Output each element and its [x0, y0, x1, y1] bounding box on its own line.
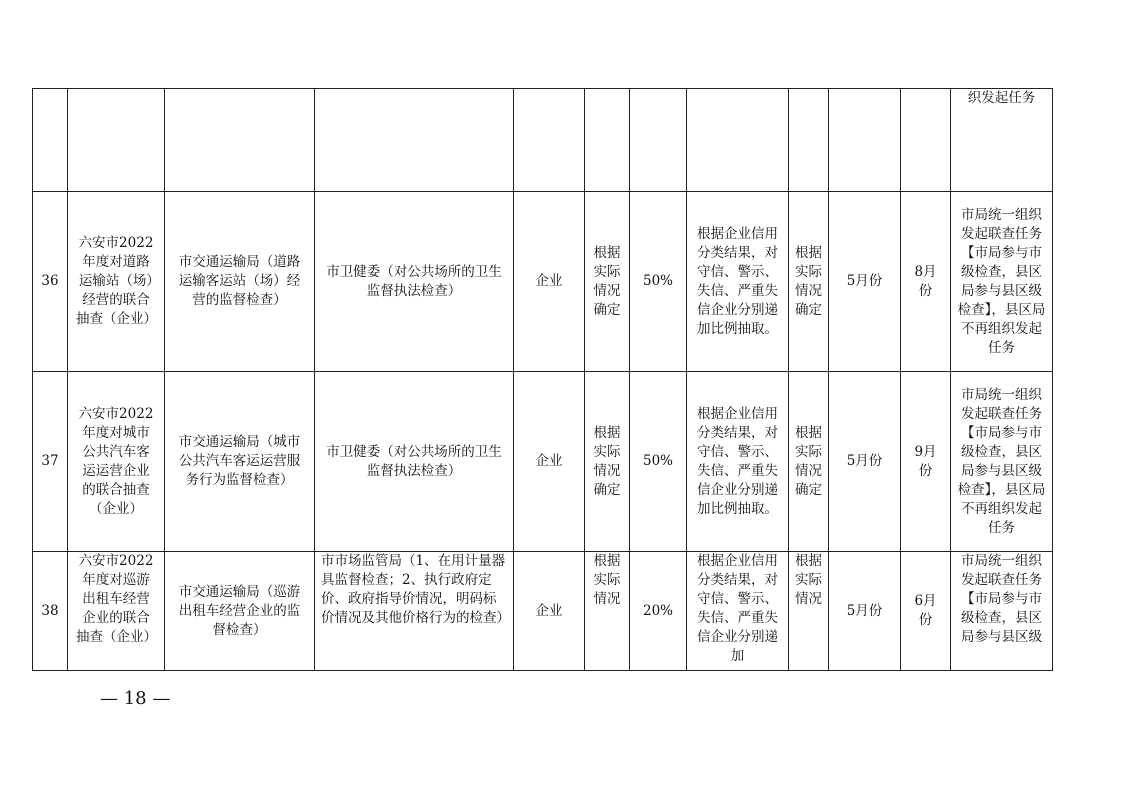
cell-remark: 织发起任务 — [951, 89, 1053, 192]
cell-remark: 市局统一组织发起联查任务【市局参与市级检查，县区局参与县区级检查】，县区局不再组织发起任务 — [951, 192, 1053, 372]
cell-partner-department: 市市场监管局（1、在用计量器具监督检查；2、执行政府定价、政府指导价情况，明码标价情况及其他价格行为的检查） — [315, 552, 514, 671]
cell-sampling-method: 根据企业信用分类结果，对守信、警示、失信、严重失信企业分别递加比例抽取。 — [687, 192, 789, 372]
cell-lead-department: 市交通运输局（巡游出租车经营企业的监督检查） — [165, 552, 315, 671]
table-row — [33, 192, 1053, 372]
cell-lead-department — [165, 89, 315, 192]
cell-sub-count: 根据实际情况 — [789, 552, 829, 671]
cell-sampling-method — [687, 89, 789, 192]
table-row — [33, 89, 1053, 192]
table-row — [33, 552, 1053, 671]
cell-number: 38 — [33, 552, 68, 671]
cell-task-name — [68, 89, 165, 192]
cell-remark: 市局统一组织发起联查任务【市局参与市级检查，县区局参与县区级 — [951, 552, 1053, 671]
cell-lead-department: 市交通运输局（道路运输客运站（场）经营的监督检查） — [165, 192, 315, 372]
cell-sub-count: 根据实际情况确定 — [789, 372, 829, 552]
cell-partner-department — [315, 89, 514, 192]
cell-end-month: 6月份 — [901, 552, 951, 671]
cell-number — [33, 89, 68, 192]
cell-lead-department: 市交通运输局（城市公共汽车客运运营服务行为监督检查） — [165, 372, 315, 552]
cell-partner-department: 市卫健委（对公共场所的卫生监督执法检查） — [315, 192, 514, 372]
cell-start-month: 5月份 — [829, 552, 901, 671]
cell-sample-count — [585, 89, 630, 192]
cell-end-month: 8月份 — [901, 192, 951, 372]
cell-sub-count — [789, 89, 829, 192]
cell-sample-ratio: 50% — [630, 192, 687, 372]
table-row — [33, 372, 1053, 552]
cell-inspection-object: 企业 — [514, 192, 585, 372]
cell-sample-count: 根据实际情况 — [585, 552, 630, 671]
cell-task-name: 六安市2022年度对巡游出租车经营企业的联合抽查（企业） — [68, 552, 165, 671]
cell-number: 37 — [33, 372, 68, 552]
cell-sample-ratio — [630, 89, 687, 192]
cell-number: 36 — [33, 192, 68, 372]
inspection-table — [32, 88, 1053, 671]
cell-sub-count: 根据实际情况确定 — [789, 192, 829, 372]
cell-inspection-object — [514, 89, 585, 192]
page-number: — 18 — — [100, 688, 171, 709]
cell-sample-count: 根据实际情况确定 — [585, 192, 630, 372]
cell-remark: 市局统一组织发起联查任务【市局参与市级检查，县区局参与县区级检查】，县区局不再组织发起任务 — [951, 372, 1053, 552]
cell-end-month: 9月份 — [901, 372, 951, 552]
cell-sample-ratio: 20% — [630, 552, 687, 671]
cell-task-name: 六安市2022年度对城市公共汽车客运运营企业的联合抽查（企业） — [68, 372, 165, 552]
cell-start-month: 5月份 — [829, 192, 901, 372]
cell-sampling-method: 根据企业信用分类结果，对守信、警示、失信、严重失信企业分别递加 — [687, 552, 789, 671]
cell-inspection-object: 企业 — [514, 372, 585, 552]
cell-start-month: 5月份 — [829, 372, 901, 552]
cell-start-month — [829, 89, 901, 192]
cell-task-name: 六安市2022年度对道路运输站（场）经营的联合抽查（企业） — [68, 192, 165, 372]
cell-inspection-object: 企业 — [514, 552, 585, 671]
cell-sampling-method: 根据企业信用分类结果，对守信、警示、失信、严重失信企业分别递加比例抽取。 — [687, 372, 789, 552]
cell-sample-ratio: 50% — [630, 372, 687, 552]
cell-sample-count: 根据实际情况确定 — [585, 372, 630, 552]
cell-partner-department: 市卫健委（对公共场所的卫生监督执法检查） — [315, 372, 514, 552]
cell-end-month — [901, 89, 951, 192]
